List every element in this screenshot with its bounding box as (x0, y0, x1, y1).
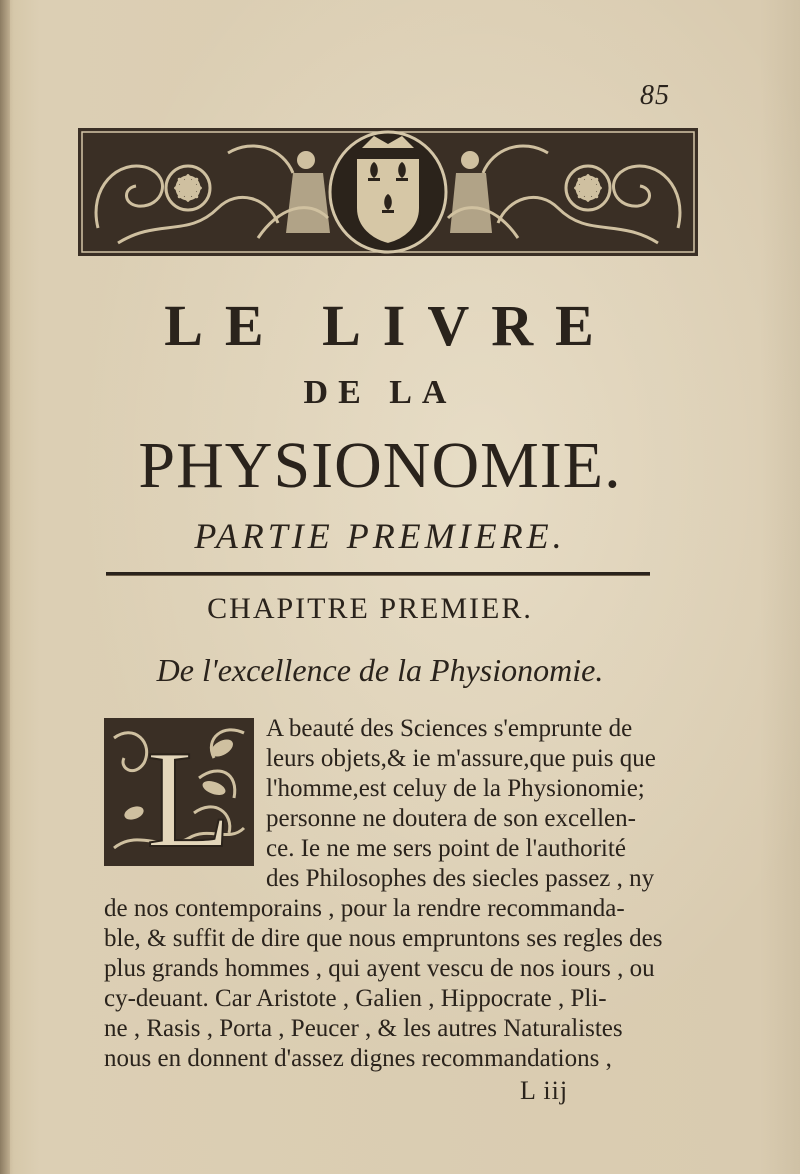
body-line: cy-deuant. Car Aristote , Galien , Hippocrate , Pli- (104, 985, 607, 1012)
title-line-4: PARTIE PREMIERE. (194, 516, 566, 556)
page-binding-edge (0, 0, 10, 1174)
body-line: ne , Rasis , Porta , Peucer , & les autres Naturalistes (104, 1015, 623, 1042)
title-line-1: LE LIVRE (164, 293, 616, 358)
body-line: personne ne doutera de son excellen- (266, 805, 636, 832)
chapter-heading: CHAPITRE PREMIER. (207, 592, 533, 625)
body-line: de nos contemporains , pour la rendre recommanda- (104, 895, 625, 922)
dropcap-letter: L (146, 722, 232, 866)
body-line: ce. Ie ne me sers point de l'authorité (266, 835, 626, 862)
chapter-subtitle: De l'excellence de la Physionomie. (156, 652, 604, 688)
title-line-3: PHYSIONOMIE. (138, 429, 622, 502)
body-line: leurs objets,& ie m'assure,que puis que (266, 745, 656, 772)
title-line-2: DE LA (303, 374, 457, 411)
body-line: des Philosophes des siecles passez , ny (266, 865, 655, 892)
dropcap-initial (104, 718, 254, 866)
body-line: A beauté des Sciences s'emprunte de (266, 715, 633, 742)
ornamental-headpiece (78, 128, 698, 256)
page-number: 85 (640, 80, 670, 111)
signature-mark: L iij (520, 1076, 569, 1105)
horizontal-rule (106, 572, 650, 576)
body-line: l'homme,est celuy de la Physionomie; (266, 775, 645, 802)
body-line: ble, & suffit de dire que nous empruntons ses regles des (104, 925, 663, 952)
body-line: plus grands hommes , qui ayent vescu de nos iours , ou (104, 955, 655, 982)
body-line: nous en donnent d'assez dignes recommandations , (104, 1045, 612, 1072)
